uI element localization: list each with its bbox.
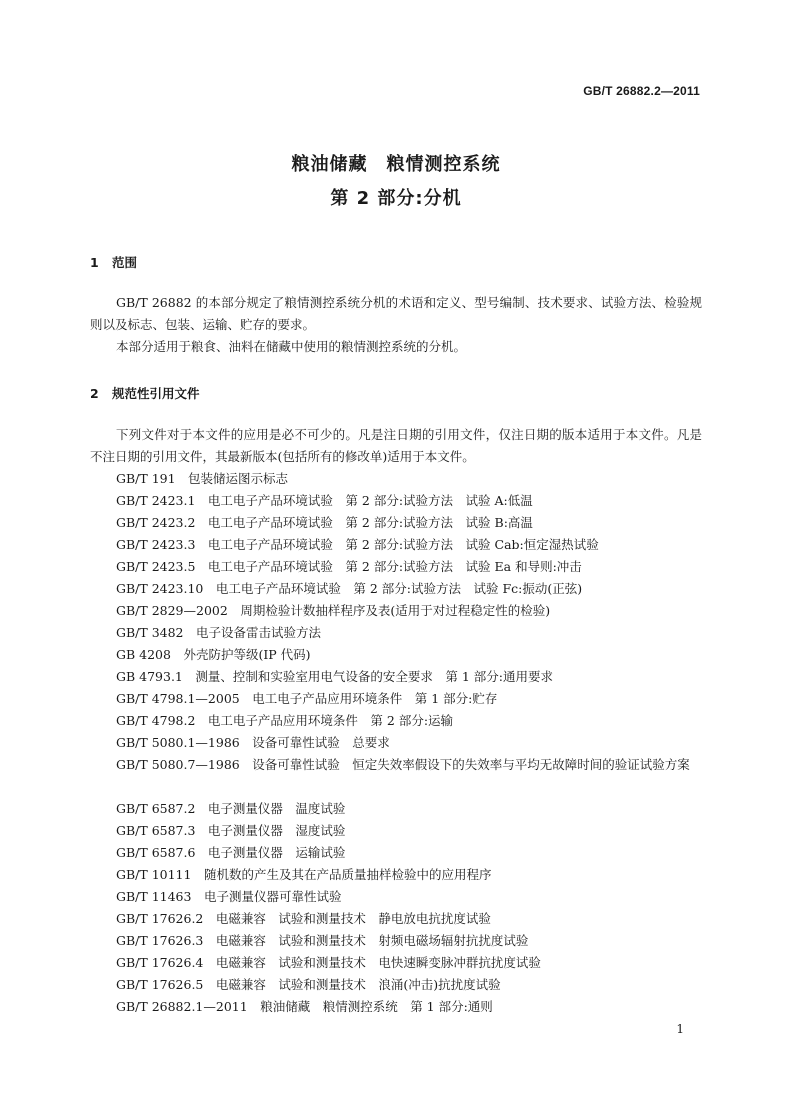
reference-item: GB/T 4798.1—2005 电工电子产品应用环境条件 第 1 部分:贮存 <box>116 691 498 706</box>
reference-item: GB/T 17626.2 电磁兼容 试验和测量技术 静电放电抗扰度试验 <box>116 911 491 926</box>
section-2-heading <box>90 384 200 402</box>
reference-item: GB/T 2423.10 电工电子产品环境试验 第 2 部分:试验方法 试验 Fc:振动(正弦) <box>116 581 583 596</box>
reference-item: GB/T 5080.7—1986 设备可靠性试验 恒定失效率假设下的失效率与平均无故障时间的验证试验方案 <box>116 757 690 772</box>
reference-item: GB 4208 外壳防护等级(IP 代码) <box>116 647 311 662</box>
reference-item: GB/T 6587.6 电子测量仪器 运输试验 <box>116 845 346 860</box>
reference-item: GB/T 17626.3 电磁兼容 试验和测量技术 射频电磁场辐射抗扰度试验 <box>116 933 529 948</box>
reference-item: GB/T 4798.2 电工电子产品应用环境条件 第 2 部分:运输 <box>116 713 454 728</box>
section-2-intro: 下列文件对于本文件的应用是必不可少的。凡是注日期的引用文件，仅注日期的版本适用于本文件。凡是不注日期的引用文件，其最新版本(包括所有的修改单)适用于本文件。 <box>90 427 702 464</box>
reference-item: GB/T 11463 电子测量仪器可靠性试验 <box>116 889 342 904</box>
reference-item: GB/T 3482 电子设备雷击试验方法 <box>116 625 322 640</box>
reference-item: GB/T 2423.3 电工电子产品环境试验 第 2 部分:试验方法 试验 Cab:恒定湿热试验 <box>116 537 599 552</box>
reference-item: GB/T 6587.3 电子测量仪器 湿度试验 <box>116 823 346 838</box>
section-number: 1 <box>90 255 99 270</box>
section-title: 范围 <box>112 255 138 270</box>
reference-item: GB/T 2423.1 电工电子产品环境试验 第 2 部分:试验方法 试验 A:低温 <box>116 493 533 508</box>
section-1-heading <box>90 253 137 271</box>
page-number: 1 <box>676 1022 684 1036</box>
section-1-paragraph-2: 本部分适用于粮食、油料在储藏中使用的粮情测控系统的分机。 <box>116 339 467 354</box>
reference-item: GB/T 191 包装储运图示标志 <box>116 471 289 486</box>
reference-item: GB/T 2423.5 电工电子产品环境试验 第 2 部分:试验方法 试验 Ea 和导则:冲击 <box>116 559 582 574</box>
reference-item: GB/T 17626.4 电磁兼容 试验和测量技术 电快速瞬变脉冲群抗扰度试验 <box>116 955 541 970</box>
reference-item: GB/T 6587.2 电子测量仪器 温度试验 <box>116 801 346 816</box>
section-number: 2 <box>90 386 99 401</box>
section-title: 规范性引用文件 <box>112 386 200 401</box>
reference-item: GB/T 5080.1—1986 设备可靠性试验 总要求 <box>116 735 390 750</box>
reference-item: GB/T 10111 随机数的产生及其在产品质量抽样检验中的应用程序 <box>116 867 492 882</box>
document-title-line1: 粮油储藏 粮情测控系统 <box>291 154 501 175</box>
reference-item: GB/T 2423.2 电工电子产品环境试验 第 2 部分:试验方法 试验 B:高温 <box>116 515 533 530</box>
reference-item: GB 4793.1 测量、控制和实验室用电气设备的安全要求 第 1 部分:通用要求 <box>116 669 553 684</box>
reference-item: GB/T 2829—2002 周期检验计数抽样程序及表(适用于对过程稳定性的检验) <box>116 603 551 618</box>
reference-item: GB/T 26882.1—2011 粮油储藏 粮情测控系统 第 1 部分:通则 <box>116 999 493 1014</box>
document-title-line2: 第 2 部分:分机 <box>330 188 462 209</box>
section-1-paragraph-1: GB/T 26882 的本部分规定了粮情测控系统分机的术语和定义、型号编制、技术要求、试验方法、检验规则以及标志、包装、运输、贮存的要求。 <box>90 295 702 332</box>
standard-code: GB/T 26882.2—2011 <box>583 84 700 98</box>
reference-item: GB/T 17626.5 电磁兼容 试验和测量技术 浪涌(冲击)抗扰度试验 <box>116 977 501 992</box>
